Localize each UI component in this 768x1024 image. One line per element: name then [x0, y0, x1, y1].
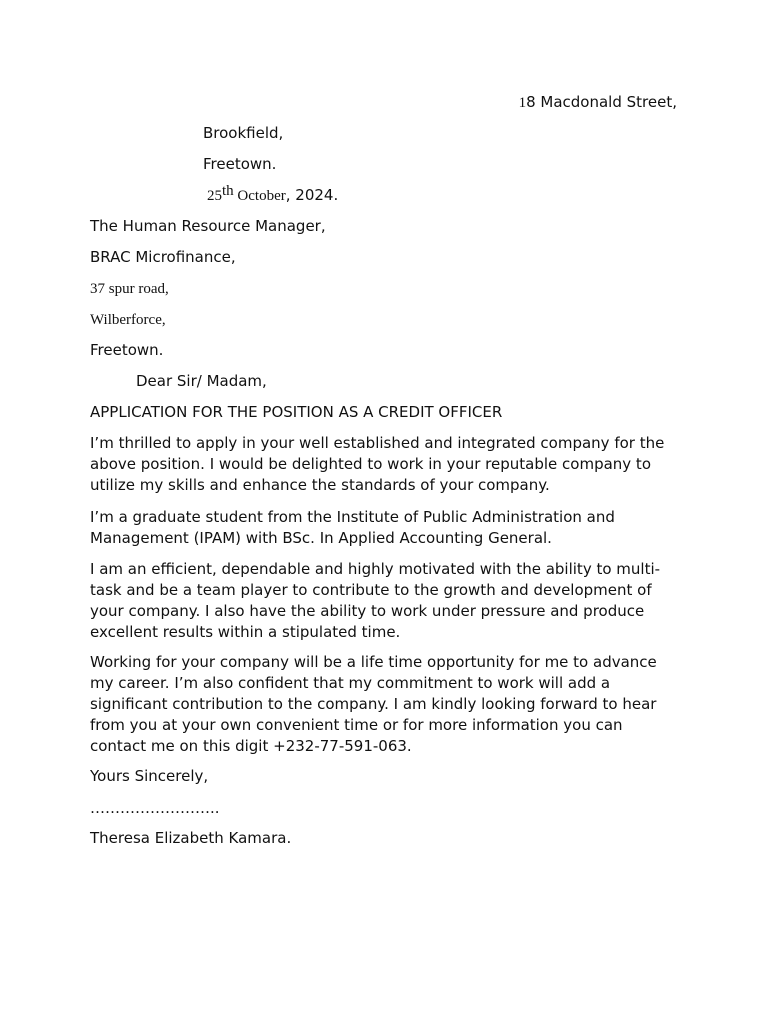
closing: Yours Sincerely,: [90, 767, 209, 785]
body-paragraph-4: Working for your company will be a life time opportunity for me to advance my career. I’m also confident that my commitment to work will add a significant contribution to the company. I am kindly looking forward to hear from you at your own convenient time or for more information you can contact me on this digit +232-77-591-063.: [90, 653, 657, 755]
signatory-name: Theresa Elizabeth Kamara.: [90, 829, 292, 847]
body-paragraph-2: I’m a graduate student from the Institute of Public Administration and Management (IPAM) with BSc. In Applied Accounting General.: [90, 508, 615, 547]
sender-street: [519, 92, 677, 113]
recipient-street: 37 spur road,: [90, 281, 169, 297]
recipient-title: The Human Resource Manager,: [90, 217, 326, 235]
subject-line: APPLICATION FOR THE POSITION AS A CREDIT OFFICER: [90, 403, 503, 421]
body-paragraph-1: I’m thrilled to apply in your well established and integrated company for the above position. I would be delighted to work in your reputable company to utilize my skills and enhance the standards of your company.: [90, 434, 665, 494]
sender-city: Freetown.: [203, 155, 277, 173]
signature-line: ……………………..: [90, 799, 220, 817]
salutation: Dear Sir/ Madam,: [136, 372, 267, 390]
letter-date: [207, 185, 338, 206]
sender-street-name: 8 Macdonald Street,: [526, 93, 677, 111]
date-suffix: th: [222, 183, 234, 199]
body-paragraph-3: I am an efficient, dependable and highly motivated with the ability to multi-task and be a team player to contribute to the growth and development of your company. I also have the ability to work under pressure and produce excellent results within a stipulated time.: [90, 560, 661, 641]
recipient-city: Freetown.: [90, 341, 164, 359]
date-month: October: [233, 188, 286, 204]
sender-street-number: 1: [518, 95, 527, 111]
date-year: , 2024.: [285, 186, 339, 204]
sender-area: Brookfield,: [203, 124, 284, 142]
recipient-area: Wilberforce,: [90, 312, 166, 328]
recipient-company: BRAC Microfinance,: [90, 248, 236, 266]
date-day: 25: [207, 188, 222, 204]
